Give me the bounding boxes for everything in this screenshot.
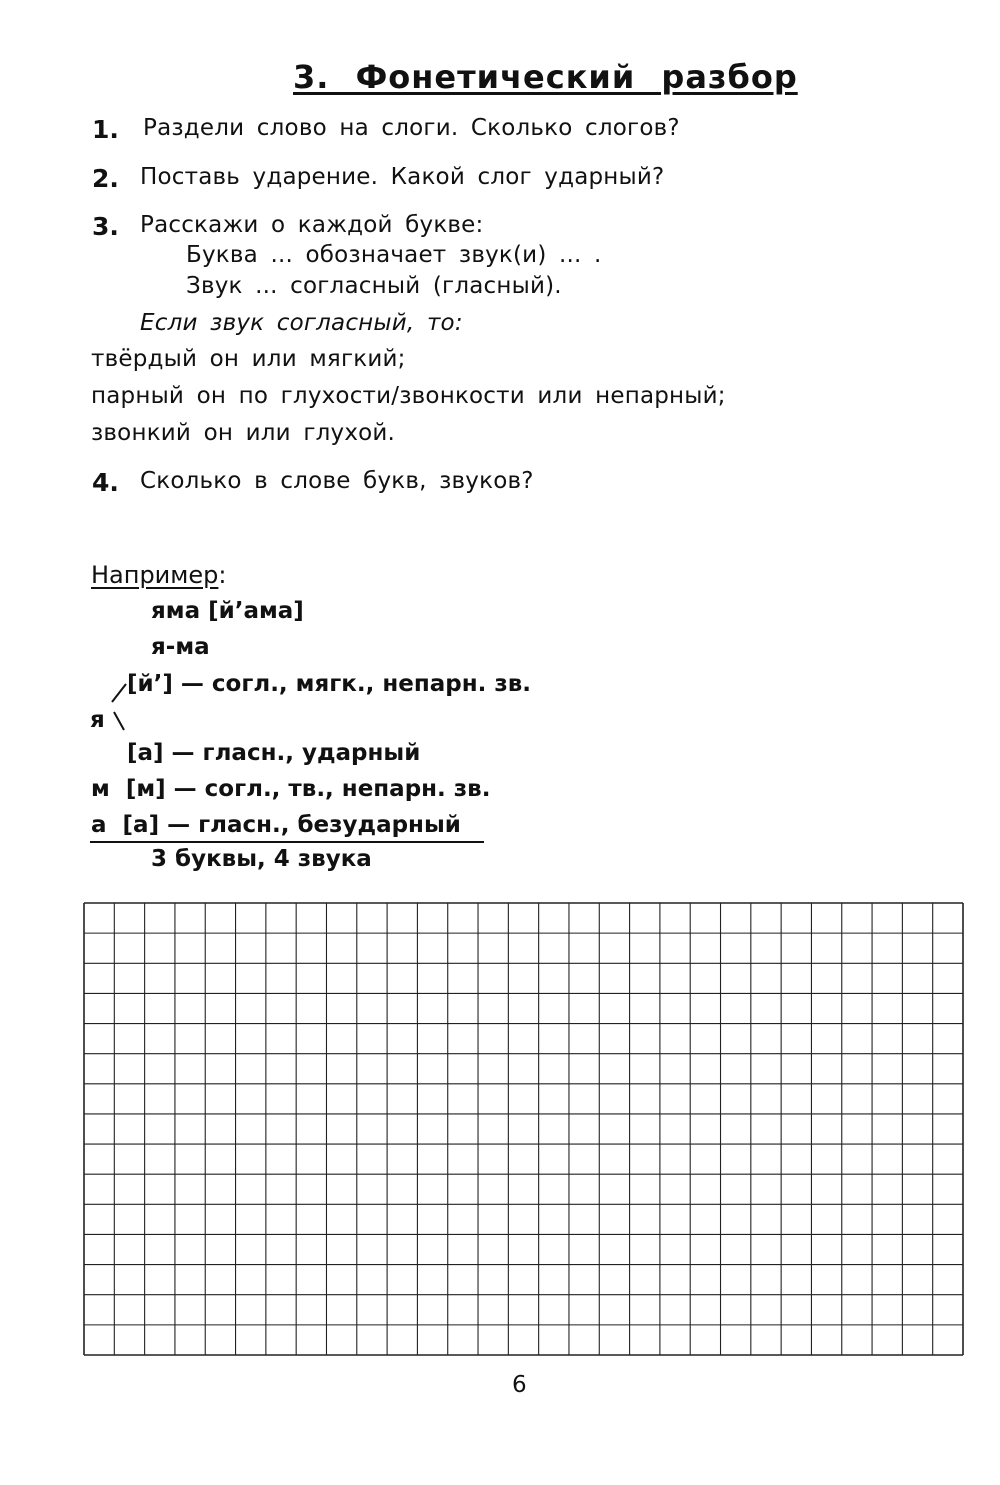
consonant-line-2: парный он по глухости/звонкости или непарный; [91,383,726,409]
writing-grid [83,902,964,1360]
question-1-number: 1. [92,115,119,144]
writing-grid-svg [83,902,964,1356]
example-heading-word: Например [91,561,219,589]
question-4-number: 4. [92,468,119,497]
question-2-text: Поставь ударение. Какой слог ударный? [140,164,665,190]
example-heading-colon: : [218,561,227,589]
page-title: 3. Фонетический разбор [293,58,798,96]
question-1-text: Раздели слово на слоги. Сколько слогов? [143,115,680,141]
example-word: яма [й’ама] [151,598,304,624]
example-line-m: м [м] — согл., тв., непарн. зв. [91,776,491,802]
example-total-rule [90,841,484,843]
question-3-sub-line-2: Звук ... согласный (гласный). [186,273,562,299]
example-line-a: а [а] — гласн., безударный [91,812,461,838]
page-number: 6 [512,1372,527,1398]
example-total: 3 буквы, 4 звука [151,846,372,872]
question-4-text: Сколько в слове букв, звуков? [140,468,534,494]
consonant-line-3: звонкий он или глухой. [91,420,396,446]
question-3-text: Расскажи о каждой букве: [140,212,484,238]
consonant-line-1: твёрдый он или мягкий; [91,346,406,372]
question-2-number: 2. [92,164,119,193]
example-syllables: я-ма [151,634,210,660]
example-heading [91,561,226,589]
example-line-y1: [й’] — согл., мягк., непарн. зв. [127,671,532,697]
example-line-y2: [а] — гласн., ударный [127,740,421,766]
example-letter-ya: я [90,707,105,733]
question-3-number: 3. [92,212,119,241]
question-3-sub-line-1: Буква ... обозначает звук(и) ... . [186,242,602,268]
consonant-intro: Если звук согласный, то: [140,310,463,336]
